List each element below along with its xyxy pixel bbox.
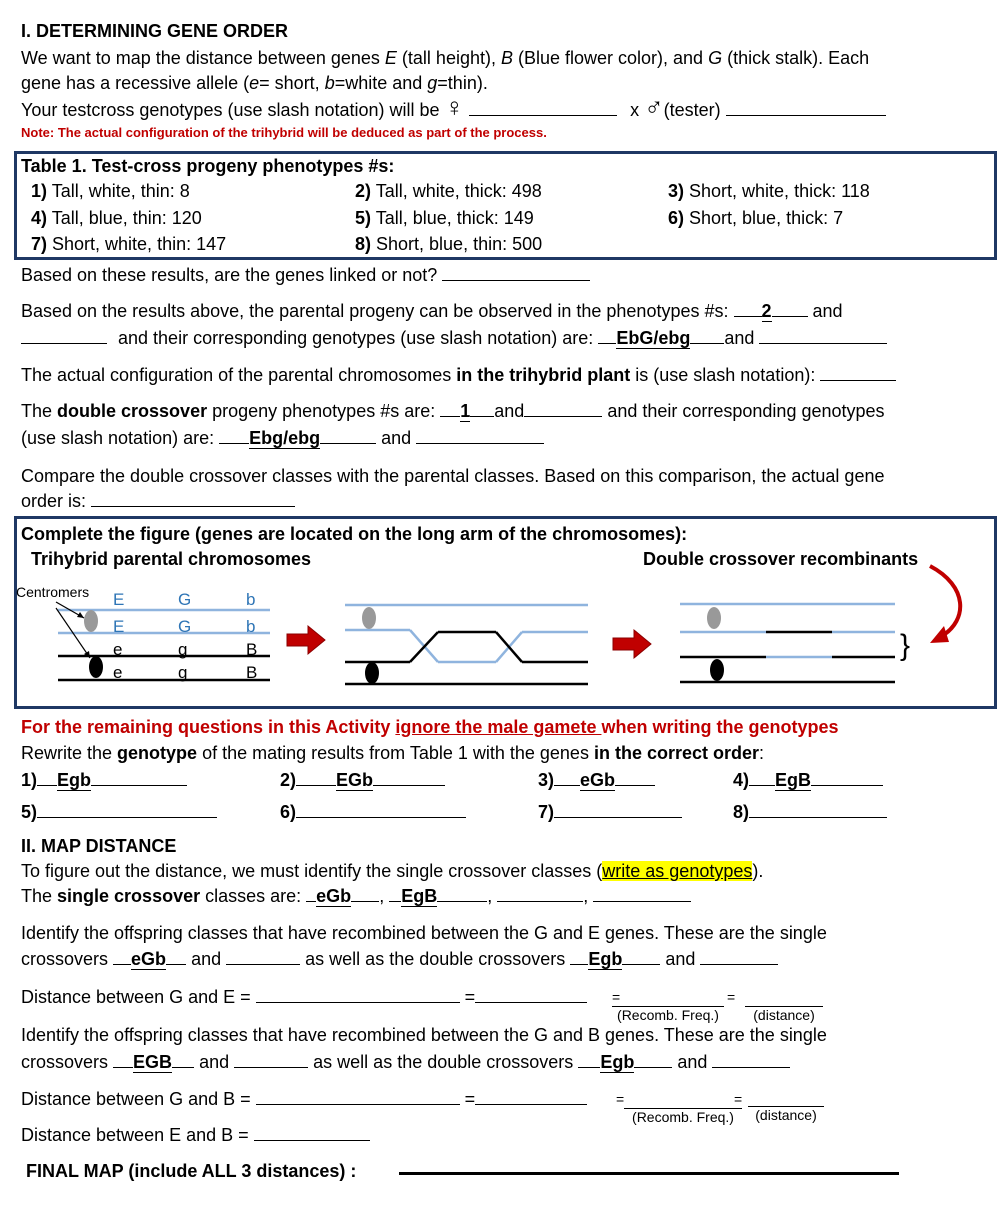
section1-title: I. DETERMINING GENE ORDER (21, 21, 289, 41)
intro-text: gene has a recessive allele ( (21, 73, 250, 93)
ge-line2 (21, 949, 778, 970)
blank[interactable] (570, 949, 588, 965)
rewrite-answer (280, 802, 466, 823)
gene-E: E (384, 48, 397, 68)
gb-distance-eq: = (734, 1091, 743, 1107)
item-text: Tall, white, thin: 8 (47, 181, 190, 201)
and-text: and (199, 1052, 230, 1072)
intro-text: (Blue flower color), and (512, 48, 709, 68)
blank[interactable] (749, 770, 775, 786)
blank[interactable] (554, 770, 580, 786)
rewrite-answer (538, 770, 655, 791)
question-text: is (use slash notation): (630, 365, 816, 385)
blank[interactable] (113, 1052, 133, 1068)
text: : (759, 743, 765, 763)
female-icon: ♀ (444, 92, 465, 122)
item-text: Short, white, thick: 118 (684, 181, 870, 201)
question-text: Based on these results, are the genes linked or not? (21, 265, 438, 285)
blank[interactable] (91, 770, 187, 786)
answer-number: 3) (538, 770, 555, 790)
red-arrow-2-icon (613, 630, 651, 658)
curved-arrow-head-icon (930, 626, 949, 643)
gb-distance-label: (distance) (748, 1106, 824, 1123)
item-number: 8) (355, 234, 372, 254)
intro-text: (thick stalk). Each (722, 48, 870, 68)
item-number: 2) (355, 181, 372, 201)
text: Distance between G and E = (21, 987, 251, 1007)
gene-B: B (500, 48, 513, 68)
ge-sco-answer[interactable]: eGb (131, 949, 167, 969)
blank[interactable] (296, 770, 336, 786)
ignore-warning (21, 717, 838, 738)
item-number: 7) (31, 234, 48, 254)
question-text: The (21, 401, 58, 421)
text: genotype (117, 743, 198, 763)
sco-answer-2[interactable]: EgB (401, 886, 438, 906)
male-icon: ♂ (644, 92, 664, 122)
question-emphasis: double crossover (57, 401, 208, 421)
question-text: and their corresponding genotypes (607, 401, 885, 421)
dist-gb-line (21, 1089, 587, 1110)
and-text: and (724, 328, 755, 348)
centromere-label: Centromers (16, 584, 90, 600)
equals: = (464, 1089, 476, 1109)
centromere (362, 607, 376, 629)
blank[interactable] (166, 949, 186, 965)
intro-text: (tall height), (396, 48, 501, 68)
testcross-text: Your testcross genotypes (use slash notation) will be (21, 100, 440, 120)
intro-text: =white and (334, 73, 428, 93)
allele-e: e (249, 73, 260, 93)
ge-calc-blank[interactable] (256, 987, 460, 1003)
upper-gene-letter: E (113, 617, 125, 636)
text: crossovers (21, 1052, 109, 1072)
rewrite-answer (280, 770, 445, 791)
and-text: and (665, 949, 696, 969)
text: single crossover (57, 886, 201, 906)
text: Distance between G and B = (21, 1089, 251, 1109)
and-text: and (381, 428, 412, 448)
rewrite-answer (733, 770, 883, 791)
table1-title: Table 1. Test-cross progeny phenotypes #s: (21, 156, 395, 176)
ge-recomb-label: (Recomb. Freq.) (612, 1006, 724, 1023)
text: classes are: (200, 886, 302, 906)
item-number: 3) (668, 181, 685, 201)
answer-value[interactable]: EgB (775, 770, 812, 790)
upper-gene-letter: G (178, 590, 192, 609)
ge-fraction-blank[interactable] (475, 987, 587, 1003)
text: ). (752, 861, 764, 881)
text: as well as the double crossovers (305, 949, 566, 969)
item-number: 5) (355, 208, 372, 228)
and-text: and (191, 949, 222, 969)
ge-distance-eq: = (727, 989, 736, 1005)
blank[interactable] (615, 770, 655, 786)
answer-value[interactable]: EGb (336, 770, 374, 790)
text: crossovers (21, 949, 109, 969)
answer-value[interactable] (554, 802, 682, 818)
question-text: The actual configuration of the parental chromosomes (21, 365, 457, 385)
curved-arrow-icon (930, 566, 960, 636)
rewrite-answer (733, 802, 887, 823)
lower-gene-letter: g (178, 663, 188, 682)
centromere (707, 607, 721, 629)
text: To figure out the distance, we must identify the single crossover classes ( (21, 861, 603, 881)
lower-gene-letter: B (246, 663, 258, 682)
warning-text: For the remaining questions in this Activity (21, 717, 396, 737)
lower-gene-letter: B (246, 640, 258, 659)
item-text: Short, blue, thin: 500 (371, 234, 543, 254)
blank[interactable] (172, 1052, 194, 1068)
text: Rewrite the (21, 743, 118, 763)
item-number: 1) (31, 181, 48, 201)
dco-genotype-1[interactable]: Ebg/ebg (249, 428, 321, 448)
ge-sco-blank[interactable] (226, 949, 300, 965)
rewrite-answer (538, 802, 682, 823)
centromere (710, 659, 724, 681)
ge-dco-blank[interactable] (700, 949, 778, 965)
and-text: and (494, 401, 525, 421)
left-figure-label: Trihybrid parental chromosomes (31, 549, 312, 569)
gb-recomb-eq: = (616, 1091, 625, 1107)
answer-value[interactable] (296, 802, 466, 818)
allele-g: g (427, 73, 438, 93)
gb-line2 (21, 1052, 790, 1073)
gb-sco-blank[interactable] (234, 1052, 308, 1068)
gb-dco-answer[interactable]: Egb (600, 1052, 635, 1072)
blank[interactable] (437, 886, 487, 902)
and-text: and (812, 301, 843, 321)
rewrite-answer (21, 770, 187, 791)
sco-answer-4-blank[interactable] (593, 886, 691, 902)
lower-gene-letter: e (113, 640, 123, 659)
section2-title: II. MAP DISTANCE (21, 836, 177, 856)
answer-value[interactable]: eGb (580, 770, 616, 790)
dist-eb-line (21, 1125, 370, 1146)
text: of the mating results from Table 1 with the genes (197, 743, 594, 763)
gb-recomb-label: (Recomb. Freq.) (624, 1108, 742, 1125)
warning-underlined: ignore the male gamete (395, 717, 602, 737)
sco-answer-1[interactable]: eGb (316, 886, 352, 906)
compare-line1: Compare the double crossover classes with the parental classes. Based on this comparison, the actual gene (21, 466, 885, 486)
question-text: (use slash notation) are: (21, 428, 215, 448)
blank[interactable] (389, 886, 401, 902)
final-map-line[interactable] (399, 1172, 899, 1175)
blank[interactable] (306, 886, 316, 902)
note: Note: The actual configuration of the trihybrid will be deduced as part of the process. (21, 125, 547, 140)
allele-b: b (324, 73, 335, 93)
tester-label: (tester) (663, 100, 721, 120)
blank[interactable] (811, 770, 883, 786)
answer-value[interactable] (749, 802, 887, 818)
intro-text: =thin). (437, 73, 488, 93)
blank[interactable] (113, 949, 131, 965)
blank[interactable] (351, 886, 379, 902)
gene-G: G (708, 48, 723, 68)
intro-text: = short, (259, 73, 325, 93)
item-text: Tall, white, thick: 498 (371, 181, 542, 201)
answer-number: 5) (21, 802, 38, 822)
answer-number: 8) (733, 802, 750, 822)
question-text: order is: (21, 491, 87, 511)
answer-number: 2) (280, 770, 297, 790)
warning-text: when writing the genotypes (601, 717, 839, 737)
rewrite-instruction (21, 743, 764, 764)
question-text: and their corresponding genotypes (use slash notation) are: (118, 328, 594, 348)
question-emphasis: in the trihybrid plant (456, 365, 631, 385)
upper-gene-letter: b (246, 617, 256, 636)
upper-gene-letter: G (178, 617, 192, 636)
item-number: 4) (31, 208, 48, 228)
answer-value[interactable]: Egb (57, 770, 92, 790)
gb-calc-blank[interactable] (256, 1089, 460, 1105)
blank[interactable] (373, 770, 445, 786)
centromere-lower (89, 656, 103, 678)
centromere (365, 662, 379, 684)
item-text: Tall, blue, thin: 120 (47, 208, 202, 228)
eb-distance-blank[interactable] (254, 1125, 370, 1141)
question-text: progeny phenotypes #s are: (207, 401, 436, 421)
blank[interactable] (634, 1052, 672, 1068)
sco-line: The single crossover classes are: eGb , EgB , , (21, 886, 691, 907)
parental-answer-1[interactable]: 2 (761, 301, 772, 321)
rewrite-answer (21, 802, 217, 823)
text: in the correct order (593, 743, 759, 763)
gb-fraction-blank[interactable] (475, 1089, 587, 1105)
upper-gene-letter: E (113, 590, 125, 609)
item-text: Tall, blue, thick: 149 (371, 208, 534, 228)
answer-number: 6) (280, 802, 297, 822)
dco-answer-1[interactable]: 1 (460, 401, 471, 421)
and-text: and (677, 1052, 708, 1072)
equals: = (464, 987, 476, 1007)
sco-answer-3-blank[interactable] (497, 886, 583, 902)
blank[interactable] (37, 770, 57, 786)
item-text: Short, white, thin: 147 (47, 234, 227, 254)
parental-genotype-1[interactable]: EbG/ebg (616, 328, 691, 348)
text: as well as the double crossovers (313, 1052, 574, 1072)
gb-sco-answer[interactable]: EGB (133, 1052, 173, 1072)
ge-dco-answer[interactable]: Egb (588, 949, 623, 969)
blank[interactable] (622, 949, 660, 965)
final-map-label: FINAL MAP (include ALL 3 distances) : (26, 1161, 357, 1181)
highlighted-text: write as genotypes (602, 861, 753, 881)
text: Distance between E and B = (21, 1125, 249, 1145)
right-figure-label: Double crossover recombinants (643, 549, 919, 569)
lower-gene-letter: g (178, 640, 188, 659)
item-number: 6) (668, 208, 685, 228)
item-text: Short, blue, thick: 7 (684, 208, 844, 228)
ge-line1: Identify the offspring classes that have recombined between the G and E genes. These are the single (21, 923, 827, 943)
answer-number: 7) (538, 802, 555, 822)
text: The (21, 886, 58, 906)
dist-ge-line (21, 987, 587, 1008)
upper-gene-letter: b (246, 590, 256, 609)
lower-gene-letter: e (113, 663, 123, 682)
cross-symbol: x (630, 100, 640, 120)
intro-text: We want to map the distance between genes (21, 48, 385, 68)
figure-title: Complete the figure (genes are located on the long arm of the chromosomes): (21, 524, 688, 544)
section2-intro (21, 861, 763, 882)
answer-number: 1) (21, 770, 38, 790)
gb-line1: Identify the offspring classes that have recombined between the G and B genes. These are the single (21, 1025, 827, 1045)
red-arrow-1-icon (287, 626, 325, 654)
gb-dco-blank[interactable] (712, 1052, 790, 1068)
answer-value[interactable] (37, 802, 217, 818)
answer-number: 4) (733, 770, 750, 790)
ge-distance-label: (distance) (745, 1006, 823, 1023)
question-text: Based on the results above, the parental progeny can be observed in the phenotypes #s: (21, 301, 729, 321)
blank[interactable] (578, 1052, 600, 1068)
bracket-icon: } (900, 629, 911, 662)
ge-recomb-eq: = (612, 989, 621, 1005)
centromere-upper (84, 610, 98, 632)
